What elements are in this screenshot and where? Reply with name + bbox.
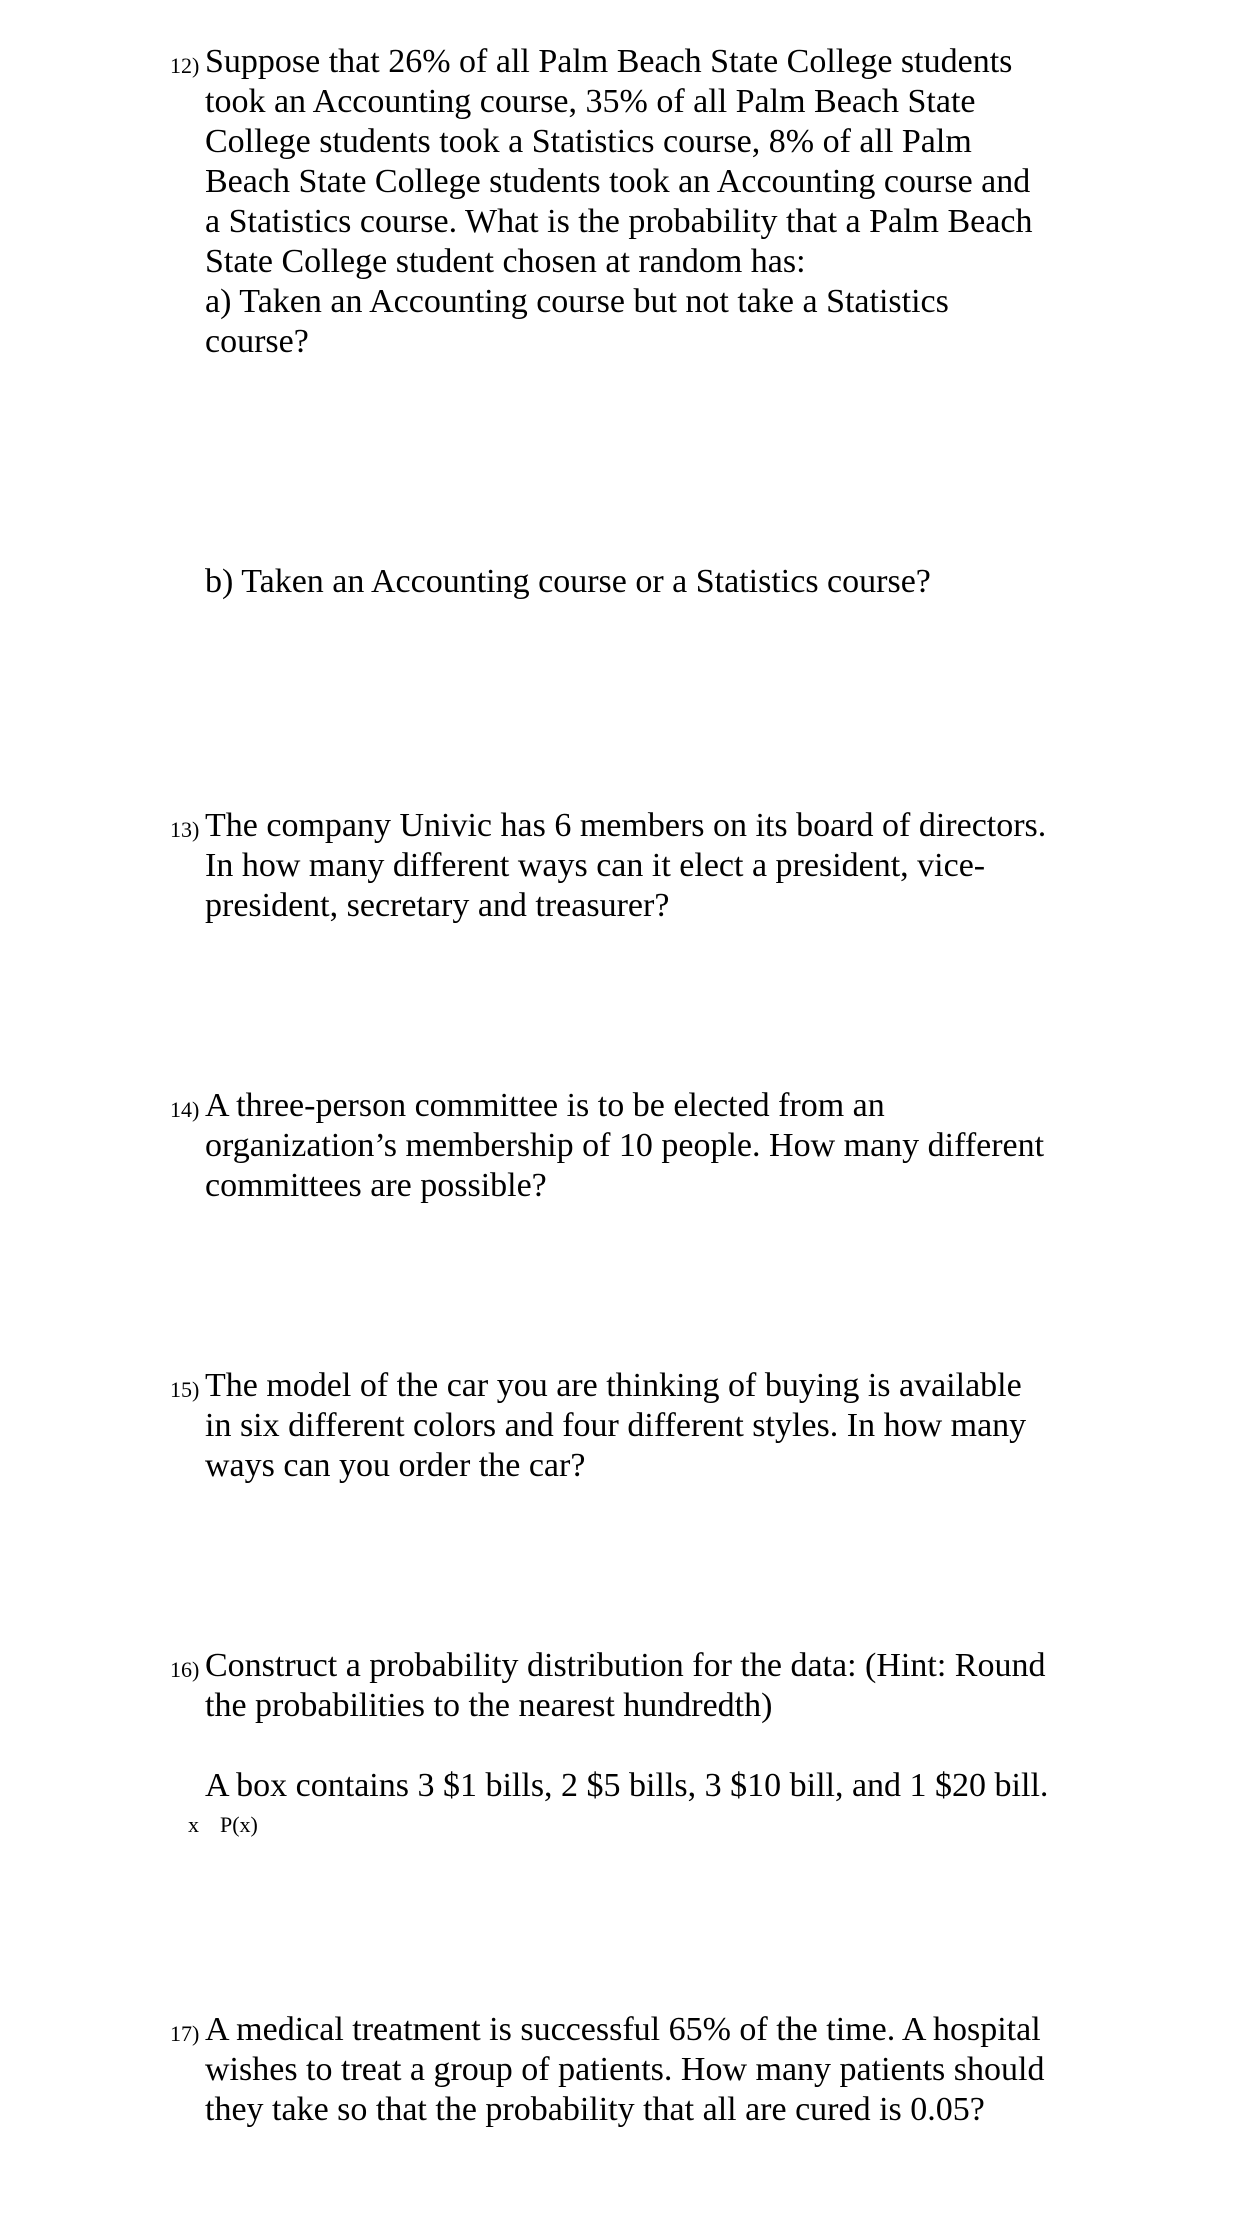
table-header-px: P(x) (220, 1812, 258, 1837)
table-header-x: x (188, 1812, 199, 1837)
question-extra-line: A box contains 3 $1 bills, 2 $5 bills, 3 $10 bill, and 1 $20 bill. (205, 1767, 1049, 1804)
question-text-line: they take so that the probability that all are cured is 0.05? (205, 2091, 985, 2128)
question-text-line: ways can you order the car? (205, 1447, 586, 1484)
part-a-text: a) Taken an Accounting course but not take a Statistics (205, 283, 949, 320)
question-text-line: wishes to treat a group of patients. How many patients should (205, 2051, 1045, 2088)
question-text-line: State College student chosen at random has: (205, 243, 806, 280)
question-text-line: College students took a Statistics course, 8% of all Palm (205, 123, 972, 160)
question-text-line: took an Accounting course, 35% of all Palm Beach State (205, 83, 976, 120)
question-text-line: The company Univic has 6 members on its board of directors. (205, 807, 1047, 844)
question-text-line: The model of the car you are thinking of buying is available (205, 1367, 1022, 1404)
question-number: 17) (170, 2021, 200, 2046)
part-a-text: course? (205, 323, 309, 360)
question-text-line: organization’s membership of 10 people. How many different (205, 1127, 1045, 1164)
question-number: 16) (170, 1657, 200, 1682)
question-text-line: A three-person committee is to be elected from an (205, 1087, 885, 1124)
question-number: 13) (170, 817, 200, 842)
question-text-line: In how many different ways can it elect a president, vice- (205, 847, 986, 884)
question-text-line: A medical treatment is successful 65% of the time. A hospital (205, 2011, 1041, 2048)
question-number: 12) (170, 53, 200, 78)
question-text-line: Suppose that 26% of all Palm Beach State College students (205, 43, 1013, 80)
question-text-line: committees are possible? (205, 1167, 547, 1204)
question-text-line: Beach State College students took an Accounting course and (205, 163, 1031, 200)
question-number: 15) (170, 1377, 200, 1402)
question-number: 14) (170, 1097, 200, 1122)
question-text-line: the probabilities to the nearest hundredth) (205, 1687, 773, 1724)
question-text-line: Construct a probability distribution for the data: (Hint: Round (205, 1647, 1046, 1684)
question-text-line: in six different colors and four different styles. In how many (205, 1407, 1027, 1444)
question-text-line: a Statistics course. What is the probability that a Palm Beach (205, 203, 1033, 240)
question-text-line: president, secretary and treasurer? (205, 887, 670, 924)
part-b-text: b) Taken an Accounting course or a Statistics course? (205, 563, 931, 600)
